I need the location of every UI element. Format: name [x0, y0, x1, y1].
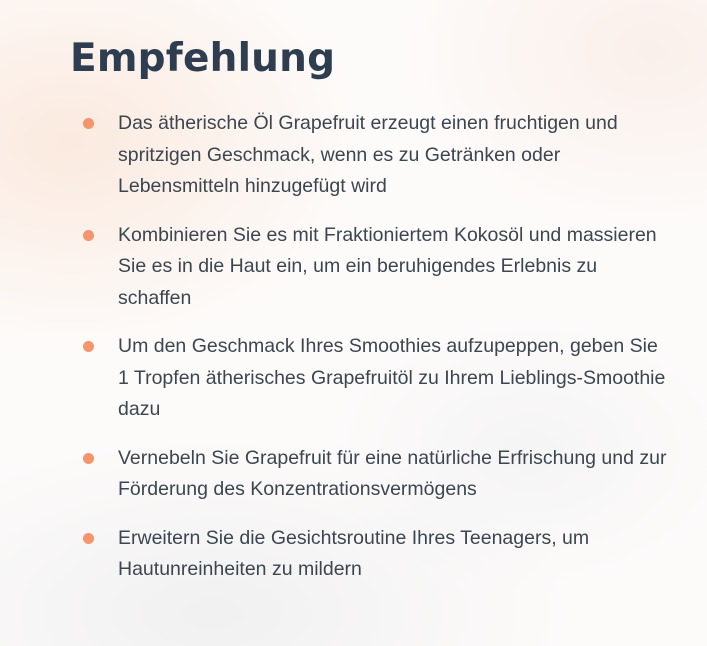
recommendation-list [0, 108, 707, 603]
list-item [0, 108, 707, 203]
bullet-dot-icon [83, 341, 94, 352]
list-item-text: Vernebeln Sie Grapefruit für eine natürliche Erfrischung und zur Förderung des Konzentrationsvermögens [118, 446, 667, 500]
bullet-dot-icon [83, 230, 94, 241]
list-item [0, 523, 707, 586]
list-item-text: Erweitern Sie die Gesichtsroutine Ihres Teenagers, um Hautunreinheiten zu mildern [118, 526, 590, 580]
bullet-dot-icon [83, 118, 94, 129]
list-item-text: Kombinieren Sie es mit Fraktioniertem Kokosöl und massieren Sie es in die Haut ein, um ein beruhigendes Erlebnis zu schaffen [118, 223, 657, 309]
list-item [0, 331, 707, 426]
bullet-dot-icon [83, 533, 94, 544]
list-item [0, 220, 707, 315]
bullet-dot-icon [83, 453, 94, 464]
list-item [0, 443, 707, 506]
list-item-text: Das ätherische Öl Grapefruit erzeugt einen fruchtigen und spritzigen Geschmack, wenn es zu Getränken oder Lebensmitteln hinzugefügt wird [118, 112, 618, 197]
section-title: Empfehlung [70, 36, 336, 81]
list-item-text: Um den Geschmack Ihres Smoothies aufzupeppen, geben Sie 1 Tropfen ätherisches Grapefruitöl zu Ihrem Lieblings-Smoothie dazu [118, 335, 666, 420]
